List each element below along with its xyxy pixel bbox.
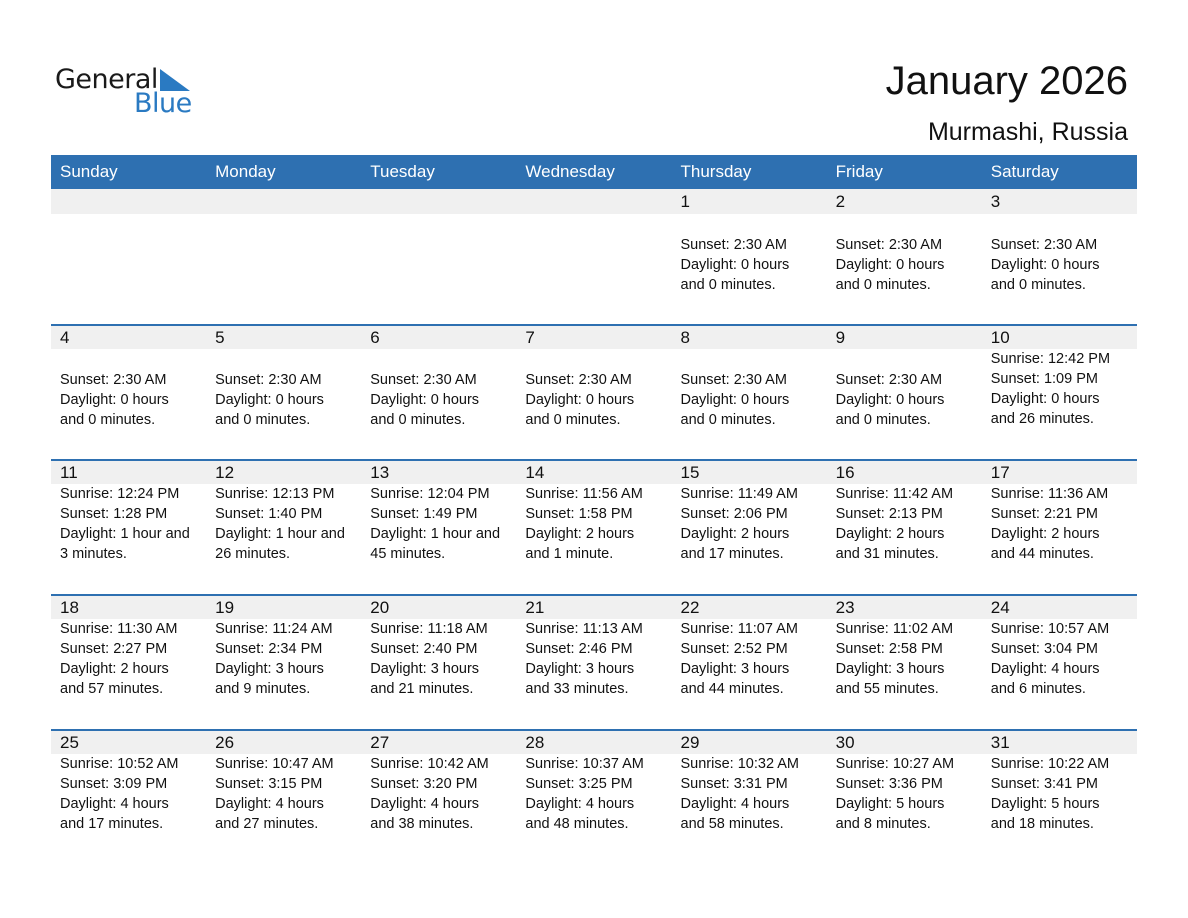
week-cells xyxy=(51,326,1137,459)
day-cell xyxy=(516,189,671,324)
daylight-text: and 26 minutes. xyxy=(990,411,1094,427)
day-number: 11 xyxy=(60,463,78,482)
day-number: 4 xyxy=(60,328,70,347)
daylight-text: 3 minutes. xyxy=(60,546,127,562)
day-number xyxy=(215,189,361,214)
day-number: 9 xyxy=(835,328,846,347)
day-number xyxy=(370,189,516,214)
daylight-text: and 44 minutes. xyxy=(680,681,784,697)
sunset-text: Sunset: 2:06 PM xyxy=(680,506,788,522)
day-number: 22 xyxy=(680,598,700,617)
daylight-text: Daylight: 4 hours xyxy=(990,661,1100,677)
sunrise-text: Sunrise: 11:49 AM xyxy=(680,486,798,502)
daylight-text: and 1 minute. xyxy=(525,546,614,562)
day-cell xyxy=(827,326,982,459)
sunset-text: Sunset: 3:31 PM xyxy=(680,776,788,792)
daylight-text: Daylight: 5 hours xyxy=(835,796,945,812)
day-number: 6 xyxy=(370,328,380,347)
daylight-text: Daylight: 2 hours xyxy=(525,526,635,542)
sunrise-text: Sunrise: 11:42 AM xyxy=(835,486,954,502)
day-cell xyxy=(516,596,671,729)
daylight-text: and 8 minutes. xyxy=(835,816,931,832)
day-number: 26 xyxy=(215,733,235,752)
day-number: 7 xyxy=(525,328,535,347)
sunset-text: Sunset: 1:49 PM xyxy=(370,506,478,522)
daylight-text: Daylight: 2 hours xyxy=(990,526,1100,542)
weekday-thursday: Thursday xyxy=(680,162,752,181)
sun-info xyxy=(60,484,206,564)
daylight-text: and 38 minutes. xyxy=(370,816,474,832)
weekday-sunday: Sunday xyxy=(60,162,118,181)
sun-info xyxy=(525,484,671,564)
week-cells xyxy=(51,461,1137,594)
day-number: 19 xyxy=(215,598,235,617)
sunrise-text: Sunrise: 11:18 AM xyxy=(370,621,488,637)
daylight-text: and 21 minutes. xyxy=(370,681,474,697)
day-number xyxy=(60,189,206,214)
sunset-text: Sunset: 1:58 PM xyxy=(525,506,633,522)
daylight-text: and 17 minutes. xyxy=(680,546,784,562)
sunset-text: Sunset: 2:34 PM xyxy=(215,641,323,657)
sun-info xyxy=(525,370,671,430)
day-cell xyxy=(51,596,206,729)
daylight-text: Daylight: 3 hours xyxy=(835,661,945,677)
sunrise-text: Sunrise: 11:30 AM xyxy=(60,621,178,637)
day-number: 24 xyxy=(990,598,1010,617)
sunset-text: Sunset: 2:30 AM xyxy=(215,372,322,388)
week-cells xyxy=(51,731,1137,864)
sunrise-text: Sunrise: 11:02 AM xyxy=(835,621,954,637)
sunset-text: Sunset: 2:30 AM xyxy=(525,372,632,388)
day-number: 15 xyxy=(680,463,700,482)
week-cells xyxy=(51,189,1137,324)
day-number: 29 xyxy=(680,733,700,752)
sun-info xyxy=(215,754,361,834)
day-cell xyxy=(206,326,361,459)
day-number: 13 xyxy=(370,463,390,482)
day-number: 8 xyxy=(680,328,690,347)
day-cell xyxy=(982,326,1137,459)
sun-info xyxy=(370,484,516,564)
sunset-text: Sunset: 2:46 PM xyxy=(525,641,633,657)
day-number: 2 xyxy=(835,192,846,211)
day-number: 23 xyxy=(835,598,855,617)
day-cell xyxy=(516,326,671,459)
daylight-text: and 0 minutes. xyxy=(835,412,931,428)
daylight-text: and 48 minutes. xyxy=(525,816,629,832)
week-row xyxy=(51,729,1137,864)
day-number xyxy=(525,189,671,214)
day-cell xyxy=(51,189,206,324)
sun-info xyxy=(681,235,827,295)
week-row xyxy=(51,459,1137,594)
sunset-text: Sunset: 1:28 PM xyxy=(60,506,168,522)
weekday-wednesday: Wednesday xyxy=(525,162,615,181)
logo-word-general: General xyxy=(55,64,158,95)
daylight-text: Daylight: 0 hours xyxy=(215,392,324,408)
day-cell xyxy=(206,461,361,594)
sun-info xyxy=(370,370,516,430)
sunset-text: Sunset: 2:40 PM xyxy=(370,641,478,657)
weekday-saturday: Saturday xyxy=(990,162,1059,181)
weekday-friday: Friday xyxy=(835,162,883,181)
sunrise-text: Sunrise: 11:56 AM xyxy=(525,486,643,502)
day-number: 27 xyxy=(370,733,390,752)
day-cell xyxy=(361,326,516,459)
calendar-grid xyxy=(51,155,1137,864)
day-cell xyxy=(51,326,206,459)
day-cell xyxy=(982,461,1137,594)
sun-info xyxy=(681,370,827,430)
sunrise-text: Sunrise: 10:32 AM xyxy=(680,756,799,772)
sunrise-text: Sunrise: 11:13 AM xyxy=(525,621,643,637)
sun-info xyxy=(681,754,827,834)
daylight-text: Daylight: 0 hours xyxy=(370,392,480,408)
day-cell xyxy=(672,189,827,324)
daylight-text: Daylight: 2 hours xyxy=(680,526,790,542)
sun-info xyxy=(60,370,206,430)
daylight-text: and 27 minutes. xyxy=(215,816,319,832)
sunset-text: Sunset: 2:27 PM xyxy=(60,641,168,657)
day-number: 25 xyxy=(60,733,79,752)
sunset-text: Sunset: 2:30 AM xyxy=(990,237,1098,253)
daylight-text: Daylight: 4 hours xyxy=(370,796,480,812)
sunrise-text: Sunrise: 10:52 AM xyxy=(60,756,179,772)
sunset-text: Sunset: 2:21 PM xyxy=(990,506,1098,522)
sunrise-text: Sunrise: 10:22 AM xyxy=(990,756,1110,772)
day-cell xyxy=(51,461,206,594)
daylight-text: Daylight: 2 hours xyxy=(60,661,169,677)
sunrise-text: Sunrise: 11:36 AM xyxy=(990,486,1109,502)
sun-info xyxy=(836,754,982,834)
day-cell xyxy=(516,461,671,594)
sunset-text: Sunset: 2:30 AM xyxy=(370,372,477,388)
daylight-text: and 18 minutes. xyxy=(990,816,1094,832)
sunset-text: Sunset: 3:36 PM xyxy=(835,776,943,792)
sunset-text: Sunset: 2:52 PM xyxy=(680,641,788,657)
sunset-text: Sunset: 2:58 PM xyxy=(835,641,943,657)
day-cell xyxy=(672,596,827,729)
daylight-text: 26 minutes. xyxy=(215,546,291,562)
daylight-text: Daylight: 2 hours xyxy=(835,526,945,542)
daylight-text: Daylight: 4 hours xyxy=(215,796,324,812)
daylight-text: Daylight: 0 hours xyxy=(525,392,635,408)
sunset-text: Sunset: 2:30 AM xyxy=(835,372,943,388)
day-cell xyxy=(672,731,827,864)
daylight-text: Daylight: 4 hours xyxy=(680,796,790,812)
daylight-text: and 33 minutes. xyxy=(525,681,629,697)
daylight-text: Daylight: 0 hours xyxy=(835,257,945,273)
weekday-monday: Monday xyxy=(215,162,276,181)
day-cell xyxy=(361,731,516,864)
day-number: 30 xyxy=(835,733,855,752)
daylight-text: and 0 minutes. xyxy=(835,277,931,293)
sunset-text: Sunset: 2:30 AM xyxy=(60,372,167,388)
sun-info xyxy=(60,619,206,699)
daylight-text: Daylight: 0 hours xyxy=(835,392,945,408)
sunset-text: Sunset: 3:15 PM xyxy=(215,776,323,792)
daylight-text: and 0 minutes. xyxy=(60,412,156,428)
logo-word-blue: Blue xyxy=(134,88,192,119)
day-cell xyxy=(361,189,516,324)
sun-info xyxy=(525,754,671,834)
sun-info xyxy=(525,619,671,699)
sunset-text: Sunset: 3:04 PM xyxy=(990,641,1098,657)
day-number: 1 xyxy=(680,192,690,211)
weekday-tuesday: Tuesday xyxy=(370,162,435,181)
sun-info xyxy=(215,370,361,430)
sun-info xyxy=(991,235,1137,295)
sun-info xyxy=(991,484,1137,564)
daylight-text: and 0 minutes. xyxy=(680,412,776,428)
daylight-text: and 55 minutes. xyxy=(835,681,939,697)
day-cell xyxy=(982,596,1137,729)
sunrise-text: Sunrise: 10:47 AM xyxy=(215,756,334,772)
daylight-text: and 6 minutes. xyxy=(990,681,1086,697)
daylight-text: and 0 minutes. xyxy=(215,412,311,428)
daylight-text: Daylight: 4 hours xyxy=(60,796,169,812)
sunrise-text: Sunrise: 11:24 AM xyxy=(215,621,333,637)
sun-info xyxy=(370,754,516,834)
day-cell xyxy=(827,189,982,324)
day-cell xyxy=(982,189,1137,324)
sun-info xyxy=(215,484,361,564)
day-cell xyxy=(206,731,361,864)
day-number: 5 xyxy=(215,328,225,347)
sunset-text: Sunset: 3:09 PM xyxy=(60,776,168,792)
sunset-text: Sunset: 2:30 AM xyxy=(680,372,787,388)
day-number: 20 xyxy=(370,598,390,617)
daylight-text: Daylight: 3 hours xyxy=(680,661,790,677)
day-cell xyxy=(827,461,982,594)
daylight-text: and 31 minutes. xyxy=(835,546,939,562)
daylight-text: Daylight: 3 hours xyxy=(215,661,324,677)
daylight-text: and 0 minutes. xyxy=(680,277,776,293)
day-cell xyxy=(982,731,1137,864)
sun-info xyxy=(836,370,982,430)
day-number: 31 xyxy=(990,733,1010,752)
day-number: 18 xyxy=(60,598,79,617)
daylight-text: and 57 minutes. xyxy=(60,681,164,697)
sun-info xyxy=(836,484,982,564)
week-row xyxy=(51,594,1137,729)
sunrise-text: Sunrise: 10:57 AM xyxy=(990,621,1110,637)
location-subtitle: Murmashi, Russia xyxy=(927,118,1128,146)
daylight-text: Daylight: 1 hour and xyxy=(215,526,345,542)
daylight-text: Daylight: 1 hour and xyxy=(370,526,501,542)
daylight-text: Daylight: 3 hours xyxy=(370,661,480,677)
sunset-text: Sunset: 2:30 AM xyxy=(680,237,787,253)
sunset-text: Sunset: 3:25 PM xyxy=(525,776,633,792)
day-number: 21 xyxy=(525,598,545,617)
sunrise-text: Sunrise: 10:27 AM xyxy=(835,756,955,772)
day-cell xyxy=(827,596,982,729)
day-number: 3 xyxy=(990,192,1001,211)
sun-info xyxy=(215,619,361,699)
sunset-text: Sunset: 3:41 PM xyxy=(990,776,1098,792)
day-cell xyxy=(206,596,361,729)
daylight-text: and 0 minutes. xyxy=(525,412,621,428)
daylight-text: Daylight: 5 hours xyxy=(990,796,1100,812)
day-cell xyxy=(51,731,206,864)
daylight-text: and 44 minutes. xyxy=(990,546,1094,562)
sunset-text: Sunset: 1:09 PM xyxy=(990,371,1098,387)
sun-info xyxy=(60,754,206,834)
weekday-header-row xyxy=(51,155,1137,189)
week-row xyxy=(51,189,1137,324)
daylight-text: Daylight: 3 hours xyxy=(525,661,635,677)
sun-info xyxy=(836,235,982,295)
sunset-text: Sunset: 1:40 PM xyxy=(215,506,323,522)
sunrise-text: Sunrise: 11:07 AM xyxy=(680,621,798,637)
day-number: 10 xyxy=(990,328,1010,347)
day-number: 17 xyxy=(990,463,1010,482)
day-number: 28 xyxy=(525,733,545,752)
sunset-text: Sunset: 3:20 PM xyxy=(370,776,478,792)
weeks-container xyxy=(51,189,1137,864)
sunset-text: Sunset: 2:30 AM xyxy=(835,237,943,253)
daylight-text: Daylight: 0 hours xyxy=(680,392,790,408)
daylight-text: Daylight: 1 hour and xyxy=(60,526,190,542)
day-cell xyxy=(827,731,982,864)
day-cell xyxy=(361,461,516,594)
daylight-text: Daylight: 4 hours xyxy=(525,796,635,812)
sunrise-text: Sunrise: 10:37 AM xyxy=(525,756,644,772)
day-number: 16 xyxy=(835,463,855,482)
day-cell xyxy=(516,731,671,864)
sun-info xyxy=(681,484,827,564)
sunrise-text: Sunrise: 12:24 PM xyxy=(60,486,180,502)
day-cell xyxy=(206,189,361,324)
sunrise-text: Sunrise: 10:42 AM xyxy=(370,756,489,772)
week-cells xyxy=(51,596,1137,729)
week-row xyxy=(51,324,1137,459)
sunrise-text: Sunrise: 12:04 PM xyxy=(370,486,490,502)
daylight-text: and 0 minutes. xyxy=(990,277,1086,293)
daylight-text: Daylight: 0 hours xyxy=(990,257,1100,273)
daylight-text: and 0 minutes. xyxy=(370,412,466,428)
daylight-text: Daylight: 0 hours xyxy=(990,391,1100,407)
sun-info xyxy=(991,754,1137,834)
sunrise-text: Sunrise: 12:13 PM xyxy=(215,486,335,502)
sunset-text: Sunset: 2:13 PM xyxy=(835,506,943,522)
sun-info xyxy=(991,619,1137,699)
sun-info xyxy=(370,619,516,699)
page-title: January 2026 xyxy=(885,59,1128,103)
daylight-text: Daylight: 0 hours xyxy=(60,392,169,408)
sun-info xyxy=(991,349,1137,429)
day-cell xyxy=(361,596,516,729)
daylight-text: and 58 minutes. xyxy=(680,816,784,832)
sun-info xyxy=(836,619,982,699)
sunrise-text: Sunrise: 12:42 PM xyxy=(990,351,1111,367)
sun-info xyxy=(681,619,827,699)
day-cell xyxy=(672,326,827,459)
day-number: 12 xyxy=(215,463,235,482)
daylight-text: and 9 minutes. xyxy=(215,681,311,697)
day-cell xyxy=(672,461,827,594)
daylight-text: and 17 minutes. xyxy=(60,816,164,832)
daylight-text: Daylight: 0 hours xyxy=(680,257,790,273)
day-number: 14 xyxy=(525,463,545,482)
general-blue-logo xyxy=(55,64,205,120)
daylight-text: 45 minutes. xyxy=(370,546,446,562)
